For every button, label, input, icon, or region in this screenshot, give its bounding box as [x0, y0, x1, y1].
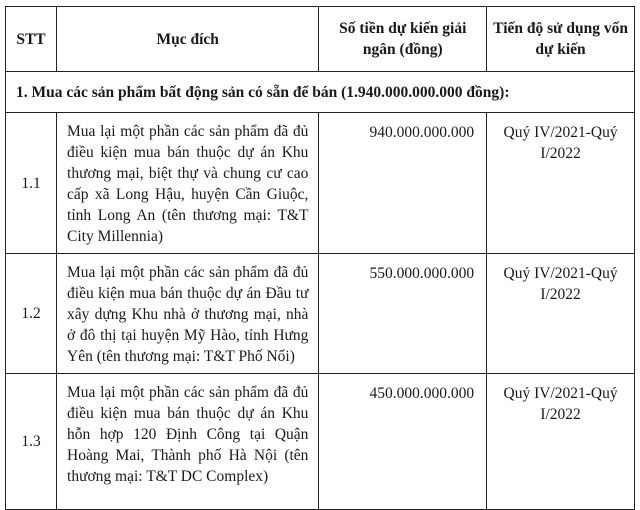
header-amount: Số tiền dự kiến giải ngân (đồng)	[319, 7, 487, 72]
section-title: 1. Mua các sản phẩm bất động sản có sẵn để bán (1.940.000.000.000 đồng):	[6, 72, 635, 113]
table-row	[6, 374, 635, 510]
disbursement-plan-table	[5, 6, 635, 510]
section-row	[6, 72, 635, 113]
row-purpose: Mua lại một phần các sản phẩm đã đủ điều kiện mua bán thuộc dự án Đầu tư xây dựng Khu nhà ở thương mại, nhà ở đô thị tại huyện Mỹ Hào, tỉnh Hưng Yên (tên thương mại: T&T Phố Nối)	[57, 254, 319, 374]
table-row	[6, 254, 635, 374]
row-stt: 1.3	[6, 374, 57, 510]
row-progress: Quý IV/2021-Quý I/2022	[487, 254, 635, 374]
row-stt: 1.2	[6, 254, 57, 374]
row-amount: 450.000.000.000	[319, 374, 487, 510]
header-stt: STT	[6, 7, 57, 72]
header-progress: Tiến độ sử dụng vốn dự kiến	[487, 7, 635, 72]
table-header-row	[6, 7, 635, 72]
row-purpose: Mua lại một phần các sản phẩm đã đủ điều kiện mua bán thuộc dự án Khu thương mại, biệt thự và chung cư cao cấp xã Long Hậu, huyện Cần Giuộc, tỉnh Long An (tên thương mại: T&T City Millennia)	[57, 113, 319, 254]
row-amount: 940.000.000.000	[319, 113, 487, 254]
row-amount: 550.000.000.000	[319, 254, 487, 374]
row-progress: Quý IV/2021-Quý I/2022	[487, 374, 635, 510]
table-row	[6, 113, 635, 254]
row-stt: 1.1	[6, 113, 57, 254]
header-purpose: Mục đích	[57, 7, 319, 72]
row-purpose: Mua lại một phần các sản phẩm đã đủ điều kiện mua bán thuộc dự án Khu hỗn hợp 120 Định Công tại Quận Hoàng Mai, Thành phố Hà Nội (tên thương mại: T&T DC Complex)	[57, 374, 319, 510]
row-progress: Quý IV/2021-Quý I/2022	[487, 113, 635, 254]
